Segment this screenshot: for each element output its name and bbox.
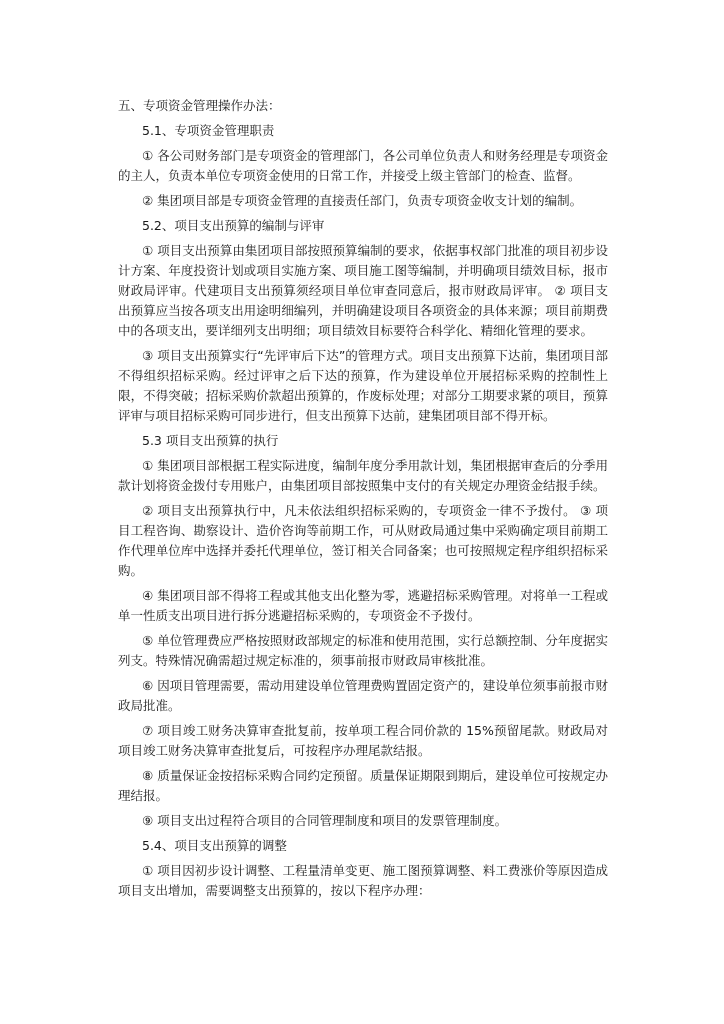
paragraph: ③ 项目支出预算实行“先评审后下达”的管理方式。项目支出预算下达前，集团项目部不得组织招标采购。经过评审之后下达的预算，作为建设单位开展招标采购的控制性上限，不得突破；招标采购价款超出预算的，作废标处理；对部分工期要求紧的项目，预算评审与项目招标采购可同步进行，但支出预算下达前，建集团项目部不得开标。 [118, 348, 608, 423]
paragraph: ④ 集团项目部不得将工程或其他支出化整为零，逃避招标采购管理。对将单一工程或单一性质支出项目进行拆分逃避招标采购的，专项资金不予拨付。 [118, 588, 608, 623]
paragraph: ② 集团项目部是专项资金管理的直接责任部门，负责专项资金收支计划的编制。 [142, 193, 583, 208]
paragraph: ⑥ 因项目管理需要，需动用建设单位管理费购置固定资产的，建设单位须事前报市财政局批准。 [118, 678, 608, 713]
section-5-2-title: 5.2、项目支出预算的编制与评审 [142, 218, 325, 233]
paragraph: ⑨ 项目支出过程符合项目的合同管理制度和项目的发票管理制度。 [142, 813, 508, 828]
document-page [118, 96, 608, 906]
paragraph: ⑤ 单位管理费应严格按照财政部规定的标准和使用范围，实行总额控制、分年度据实列支。特殊情况确需超过规定标准的，须事前报市财政局审核批准。 [118, 633, 608, 668]
section-5-4-title: 5.4、项目支出预算的调整 [142, 838, 287, 853]
paragraph: ② 项目支出预算执行中，凡未依法组织招标采购的，专项资金一律不予拨付。 ③ 项目工程咨询、勘察设计、造价咨询等前期工作，可从财政局通过集中采购确定项目前期工作代理单位库中选择并委托代理单位，签订相关合同备案；也可按照规定程序组织招标采购。 [118, 503, 608, 578]
paragraph: ① 项目支出预算由集团项目部按照预算编制的要求，依据事权部门批准的项目初步设计方案、年度投资计划或项目实施方案、项目施工图等编制，并明确项目绩效目标，报市财政局评审。代建项目支出预算须经项目单位审查同意后，报市财政局评审。 ② 项目支出预算应当按各项支出用途明细编列，并明确建设项目各项资金的具体来源；项目前期费中的各项支出，要详细列支出明细；项目绩效目标要符合科学化、精细化管理的要求。 [118, 243, 608, 338]
paragraph: ① 集团项目部根据工程实际进度，编制年度分季用款计划，集团根据审查后的分季用款计划将资金拨付专用账户，由集团项目部按照集中支付的有关规定办理资金结报手续。 [118, 458, 608, 493]
paragraph: ① 各公司财务部门是专项资金的管理部门，各公司单位负责人和财务经理是专项资金的主人，负责本单位专项资金使用的日常工作，并接受上级主管部门的检查、监督。 [118, 148, 608, 183]
paragraph: ⑧ 质量保证金按招标采购合同约定预留。质量保证期限到期后，建设单位可按规定办理结报。 [118, 768, 608, 803]
paragraph: ① 项目因初步设计调整、工程量清单变更、施工图预算调整、料工费涨价等原因造成项目支出增加，需要调整支出预算的，按以下程序办理： [118, 863, 608, 898]
paragraph: ⑦ 项目竣工财务决算审查批复前，按单项工程合同价款的 15%预留尾款。财政局对项目竣工财务决算审查批复后，可按程序办理尾款结报。 [118, 723, 608, 758]
section-5-1-title: 5.1、专项资金管理职责 [142, 123, 275, 138]
section-5-title: 五、专项资金管理操作办法： [118, 98, 281, 113]
section-5-3-title: 5.3 项目支出预算的执行 [142, 433, 279, 448]
